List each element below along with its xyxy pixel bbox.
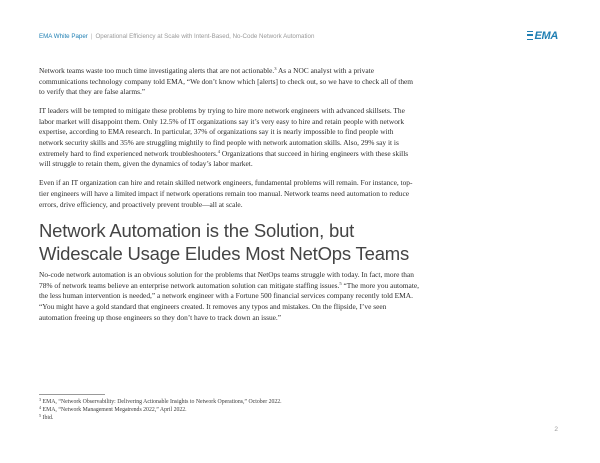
page-body [39, 66, 419, 332]
footnote-item: $^5$ Ibid. [39, 413, 54, 422]
header-separator: | [90, 33, 93, 40]
running-header [39, 33, 314, 40]
paragraph-2: IT leaders will be tempted to mitigate these problems by trying to hire more network engineers with advanced skillsets. The labor market will disappoint them. Only 12.5% of IT organizations say it’s very easy to hire and retain people with network expertise, according to EMA research. In particular, 37% of organizations say it is nearly impossible to find people with network security skills and 35% are struggling mightily to find people with network automation skills. Also, 29% say it is extremely hard to find experienced network troubleshooters.$^4$ Organizations that succeed in hiring engineers with these skills will struggle to retain them, given the dynamics of today’s labor market. [39, 106, 409, 169]
header-title: Operational Efficiency at Scale with Intent-Based, No-Code Network Automation [95, 33, 315, 40]
page-number: 2 [554, 426, 558, 433]
ema-logo-text: EMA [534, 30, 558, 42]
footnote-ref-4: 4 [217, 148, 221, 154]
paragraph-4: No-code network automation is an obvious solution for the problems that NetOps teams struggle with today. In fact, more than 78% of network teams believe an enterprise network automation solution can mitigate staffing issues.$^5$ “The more you automate, the less human intervention is needed,” a network engineer with a Fortune 500 financial services company recently told EMA. “You might have a gold standard that engineers created. It removes any typos and mistakes. On the flipside, I’ve seen automation freeing up those engineers so they don’t have to track down an issue.” [39, 270, 420, 322]
header-brand: EMA White Paper [39, 33, 88, 40]
footnotes [39, 394, 419, 423]
paragraph-1: Network teams waste too much time investigating alerts that are not actionable.$^3$ As a NOC analyst with a private communications technology company told EMA, “We don’t know which [alerts] to check out, so we have to check all of them to verify that they are false alarms.” [39, 66, 414, 97]
paragraph-3: Even if an IT organization can hire and retain skilled network engineers, fundamental problems will remain. For instance, top-tier engineers will have a limited impact if network operations remain too manual. Network teams need automation to reduce errors, drive efficiency, and proactively prevent trouble—all at scale. [39, 178, 413, 209]
footnote-ref-3: 3 [274, 66, 277, 71]
ema-logo [527, 30, 558, 42]
section-heading: Network Automation is the Solution, but Widescale Usage Eludes Most NetOps Teams [39, 220, 410, 265]
footnote-item: $^4$ EMA, “Network Management Megatrends 2022,” April 2022. [39, 405, 187, 414]
footnote-item: $^3$ EMA, “Network Observability: Delivering Actionable Insights to Network Operations,” October 2022. [39, 397, 282, 405]
footnote-ref-5: 5 [339, 280, 342, 286]
ema-logo-mark-icon [527, 31, 533, 40]
footnote-divider [39, 394, 105, 395]
